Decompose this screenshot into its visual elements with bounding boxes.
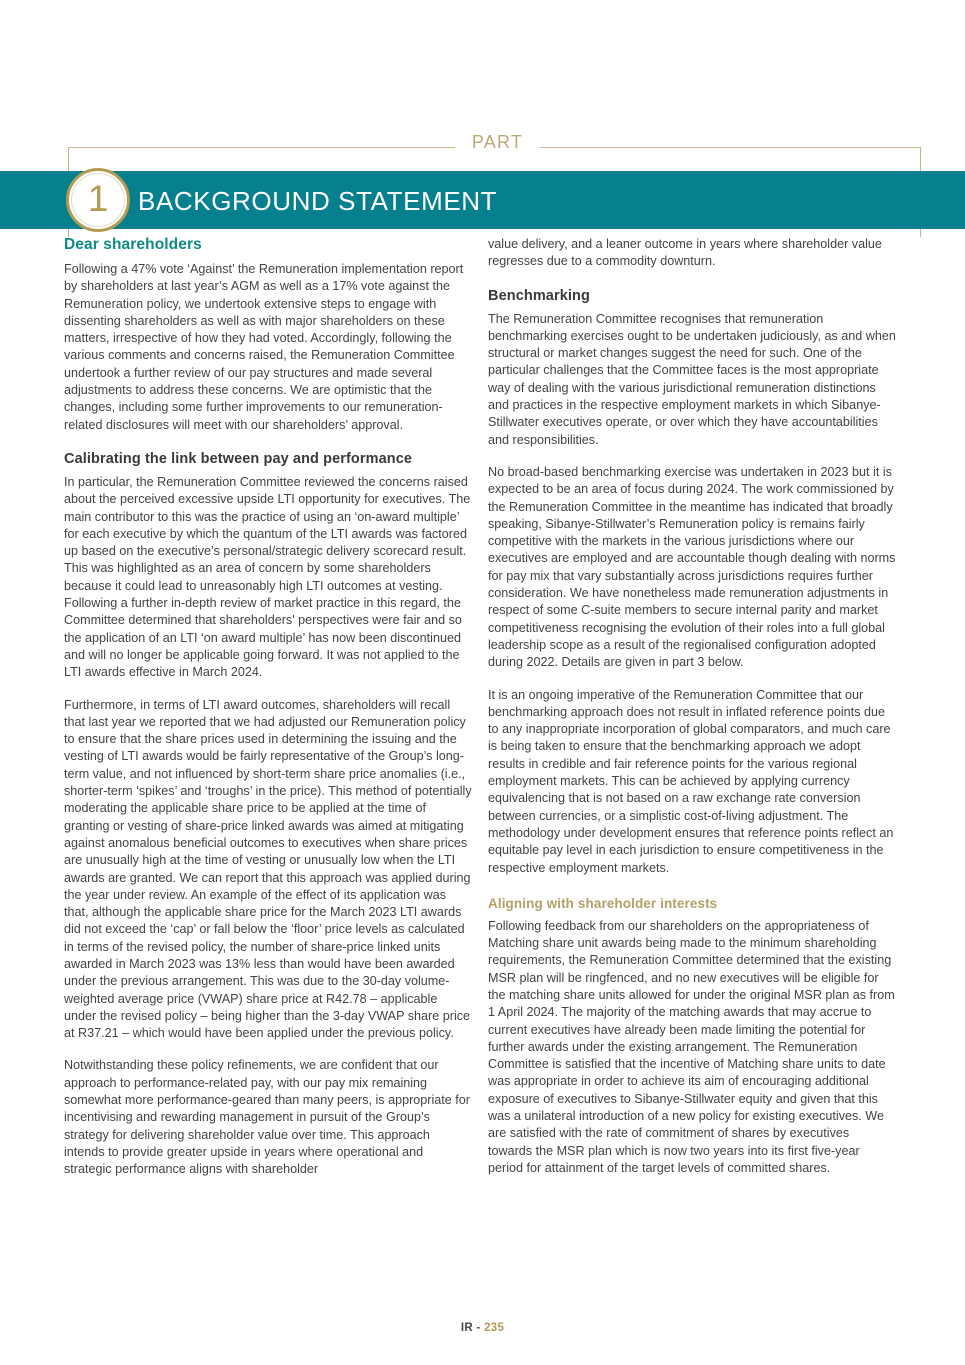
paragraph: Furthermore, in terms of LTI award outcomes, shareholders will recall that last year we reported that we had adjusted our Remuneration policy to ensure that the share prices used in determining the issuing and the vesting of LTI awards would be fairly representative of the Group’s long-term value, and not influenced by short-term share price anomalies (i.e., shorter-term ‘spikes’ and ‘troughs’ in the price). This method of potentially moderating the applicable share price to be applied at the time of granting or vesting of share-price linked awards was aimed at mitigating against anomalous beneficial outcomes to executives when share prices are unusually high at the time of vesting or unusually low when the LTI awards are granted. We can report that this approach was applied during the year under review. An example of the effect of its application was that, although the applicable share price for the March 2023 LTI awards did not exceed the ‘cap’ or fall below the ‘floor’ price levels as calculated in terms of the revised policy, the number of share-price linked units awarded in March 2023 was 13% less than would have been awarded under the previous arrangement. This was due to the 30-day volume-weighted average price (VWAP) share price at R42.78 – applicable under the revised policy – being higher than the 3-day VWAP share price at R37.21 – which would have been applied under the previous policy. <box>64 697 472 1041</box>
heading-dear-shareholders: Dear shareholders <box>64 236 202 253</box>
paragraph: It is an ongoing imperative of the Remuneration Committee that our benchmarking approach does not result in inflated reference points due to any inappropriate incorporation of global comparators, and much care is being taken to ensure that the benchmarking approach we adopt results in credible and fair reference points for the various regional employment markets. This can be achieved by applying currency equivalencing that is not based on a raw exchange rate conversion between currencies, or a simplistic cost-of-living adjustment. The methodology under development ensures that reference points reflect an equitable pay level in each jurisdiction to ensure competitiveness in the respective employment markets. <box>488 687 894 875</box>
paragraph: Following a 47% vote ‘Against’ the Remuneration implementation report by shareholders at last year’s AGM as well as a 17% vote against the Remuneration policy, we undertook extensive steps to engage with dissenting shareholders as well as with major shareholders on these matters, irrespective of how they had voted. Accordingly, following the various comments and concerns raised, the Remuneration Committee undertook a further review of our pay structures and made several adjustments to address these concerns. We are optimistic that the changes, including some further improvements to our remuneration-related disclosures will meet with our shareholders’ approval. <box>64 262 464 432</box>
heading-aligning-shareholder-interests: Aligning with shareholder interests <box>488 895 718 911</box>
right-column <box>488 236 896 1177</box>
page-title: BACKGROUND STATEMENT <box>138 186 498 216</box>
paragraph: In particular, the Remuneration Committee reviewed the concerns raised about the perceived excessive upside LTI opportunity for executives. The main contributor to this was the practice of using an ‘on-award multiple’ for each executive by which the quantum of the LTI awards was factored up based on the executive’s personal/strategic delivery scorecard result. This was highlighted as an area of concern by some shareholders because it could lead to unreasonably high LTI outcomes at vesting. Following a further in-depth review of market practice in this regard, the Committee determined that shareholders' perspectives were fair and so the application of an LTI ‘on award multiple’ has now been discontinued and will no longer be applicable going forward. It was not applied to the LTI awards effective in March 2024. <box>64 474 471 680</box>
heading-benchmarking: Benchmarking <box>488 287 590 304</box>
article-body <box>0 236 965 1266</box>
paragraph: Following feedback from our shareholders on the appropriateness of Matching share unit awards being made to the minimum shareholding requirements, the Remuneration Committee determined that the existing MSR plan will be ringfenced, and no new executives will be eligible for the matching share units allowed for under the original MSR plan as from 1 April 2024. The majority of the matching awards that may accrue to current executives have already been made limiting the potential for further awards under the existing arrangement. The Remuneration Committee is satisfied that the incentive of Matching share units to date was appropriate in order to achieve its aim of encouraging additional exposure of executives to Sibanye-Stillwater equity and given that this was a unilateral introduction of a new policy for existing executives. We are satisfied with the rate of commitment of shares by executives towards the MSR plan which is now two years into its first five-year period for attainment of the target levels of committed shares. <box>488 918 895 1175</box>
part-label: PART <box>471 132 524 152</box>
heading-calibrating-link: Calibrating the link between pay and performance <box>64 450 413 467</box>
page-footer <box>0 1322 965 1334</box>
paragraph: Notwithstanding these policy refinements, we are confident that our approach to performance-related pay, with our pay mix remaining somewhat more performance-geared than many peers, is appropriate for incentivising and rewarding management in pursuit of the Group’s strategy for delivering shareholder value over time. This approach intends to provide greater upside in years where operational and strategic performance aligns with shareholder <box>64 1058 471 1177</box>
paragraph: The Remuneration Committee recognises that remuneration benchmarking exercises ought to be undertaken judiciously, as and when structural or market changes suggest the need for such. One of the particular challenges that the Committee faces is the most appropriate way of dealing with the various jurisdictional remuneration distinctions and practices in the respective employment markets in which Sibanye-Stillwater executives operate, or over which they have accountabilities and responsibilities. <box>488 311 896 447</box>
footer-prefix: IR - <box>460 1322 485 1334</box>
part-number: 1 <box>71 173 125 227</box>
left-column <box>64 236 472 1179</box>
footer-page-number: 235 <box>484 1322 505 1334</box>
part-number-badge <box>66 168 130 232</box>
paragraph: value delivery, and a leaner outcome in years where shareholder value regresses due to a commodity downturn. <box>488 237 882 269</box>
paragraph: No broad-based benchmarking exercise was undertaken in 2023 but it is expected to be an area of focus during 2024. The work commissioned by the Remuneration Committee in the meantime has indicated that broadly speaking, Sibanye-Stillwater’s Remuneration policy is remains fairly competitive with the markets in the various jurisdictions where our executives are employed and are accountable though dealing with norms for pay mix that vary substantially across jurisdictions requires further consideration. We have nonetheless made remuneration adjustments in respect of some C-suite members to secure internal parity and market competitiveness recognising the evolution of their roles into a full global leadership scope as a result of the regionalised configuration adopted during 2022. Details are given in part 3 below. <box>488 464 896 670</box>
